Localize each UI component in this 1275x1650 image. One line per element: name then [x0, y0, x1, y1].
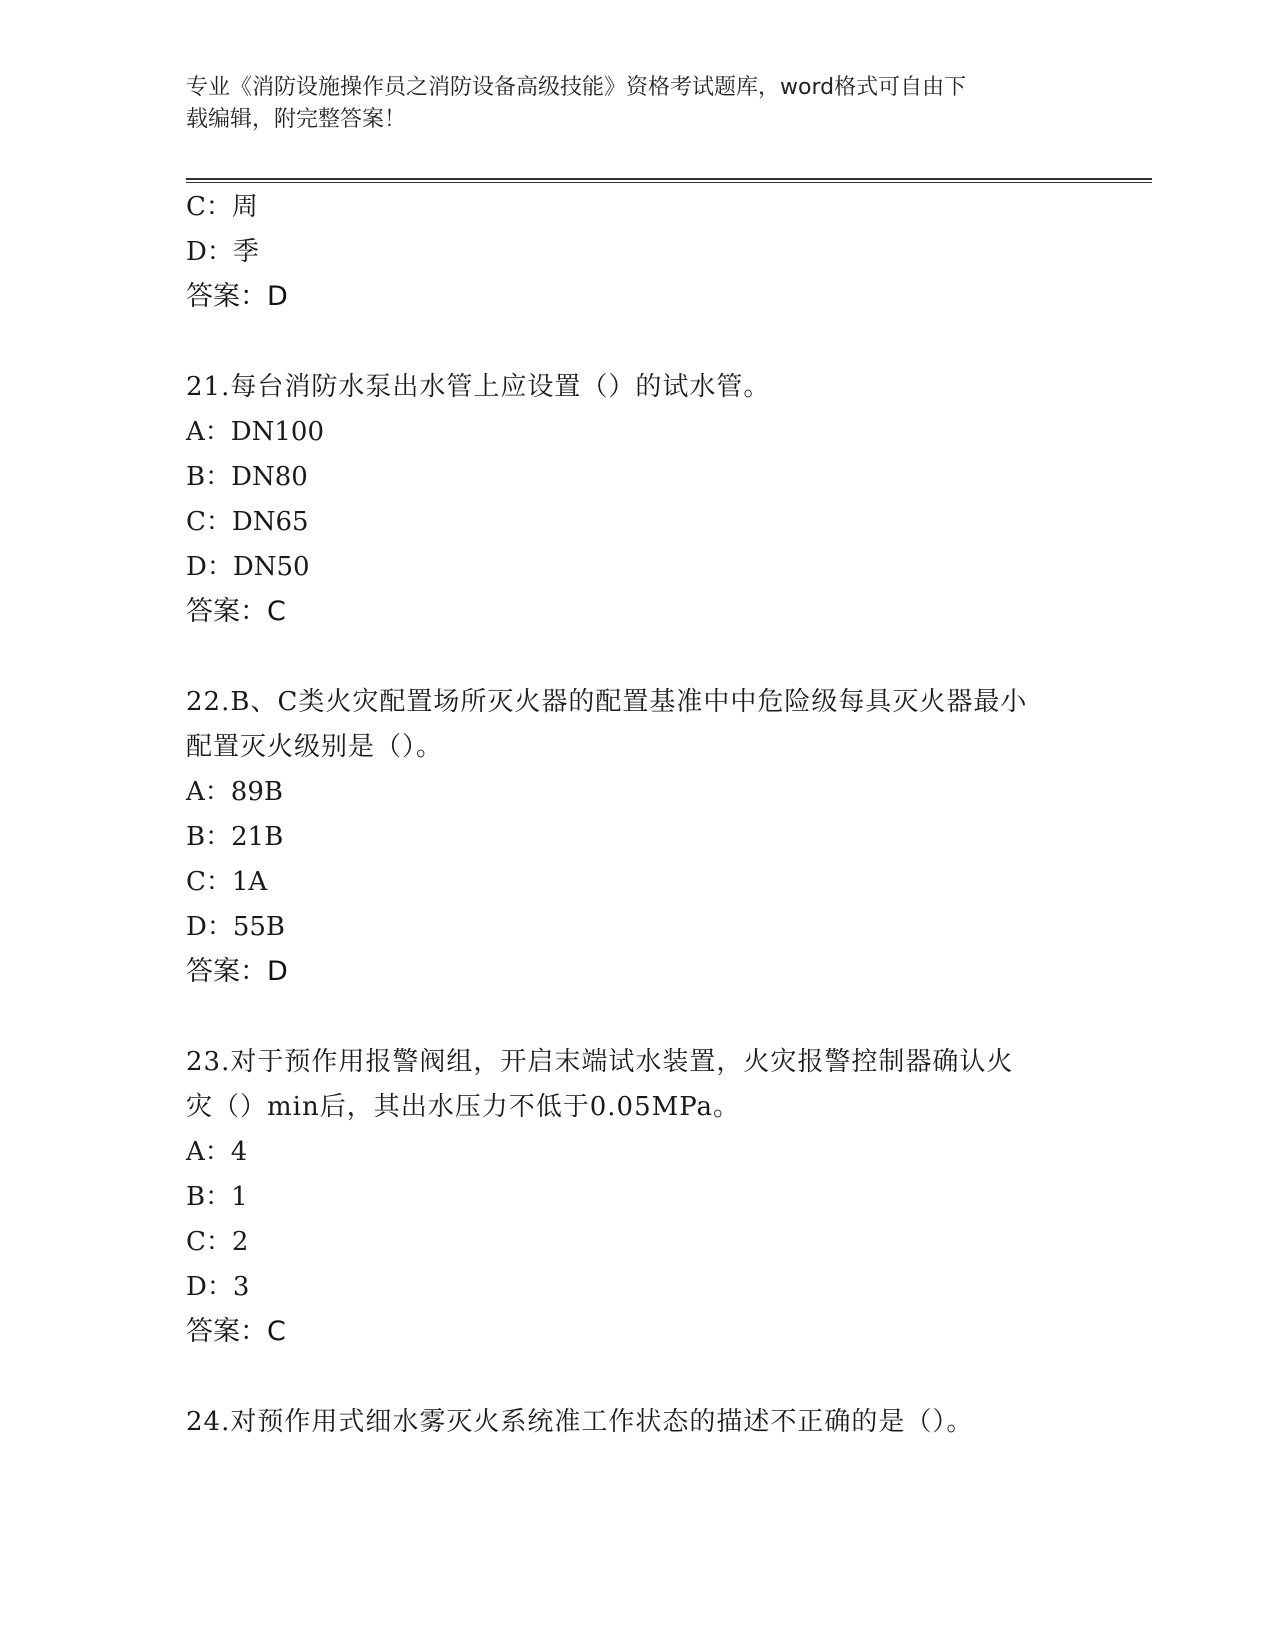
option-c: C：1A — [186, 867, 268, 897]
option-a: A：DN100 — [186, 417, 324, 447]
option-c: C：DN65 — [186, 507, 309, 537]
option-d: D：55B — [186, 912, 286, 942]
option-c: C：周 — [186, 192, 258, 222]
question-21-text: 21.每台消防水泵出水管上应设置（）的试水管。 — [186, 372, 771, 402]
option-a: A：4 — [186, 1137, 248, 1167]
option-d: D：季 — [186, 237, 259, 267]
option-b: B：1 — [186, 1182, 248, 1212]
answer: 答案：C — [186, 596, 286, 627]
question-23-text-line-1: 23.对于预作用报警阀组，开启末端试水装置，火灾报警控制器确认火 — [186, 1047, 1014, 1077]
question-24-text: 24.对预作用式细水雾灭火系统准工作状态的描述不正确的是（）。 — [186, 1407, 974, 1437]
answer: 答案：C — [186, 1316, 286, 1347]
header-line-1: 专业《消防设施操作员之消防设备高级技能》资格考试题库，word格式可自由下 — [186, 75, 967, 100]
header-divider — [186, 178, 1152, 180]
question-22-text-line-1: 22.B、C类火灾配置场所灭火器的配置基准中中危险级每具灭火器最小 — [186, 687, 1028, 717]
answer: 答案：D — [186, 281, 288, 312]
page-header — [186, 72, 1066, 136]
option-d: D：DN50 — [186, 552, 310, 582]
option-d: D：3 — [186, 1272, 250, 1302]
answer: 答案：D — [186, 956, 288, 987]
question-23-text-line-2: 灾（）min后，其出水压力不低于0.05MPa。 — [186, 1092, 741, 1122]
header-line-2: 载编辑，附完整答案！ — [186, 107, 407, 132]
option-a: A：89B — [186, 777, 283, 807]
question-22-text-line-2: 配置灭火级别是（）。 — [186, 732, 444, 762]
option-b: B：DN80 — [186, 462, 308, 492]
header-divider-thin — [186, 182, 1152, 183]
option-c: C：2 — [186, 1227, 249, 1257]
option-b: B：21B — [186, 822, 284, 852]
